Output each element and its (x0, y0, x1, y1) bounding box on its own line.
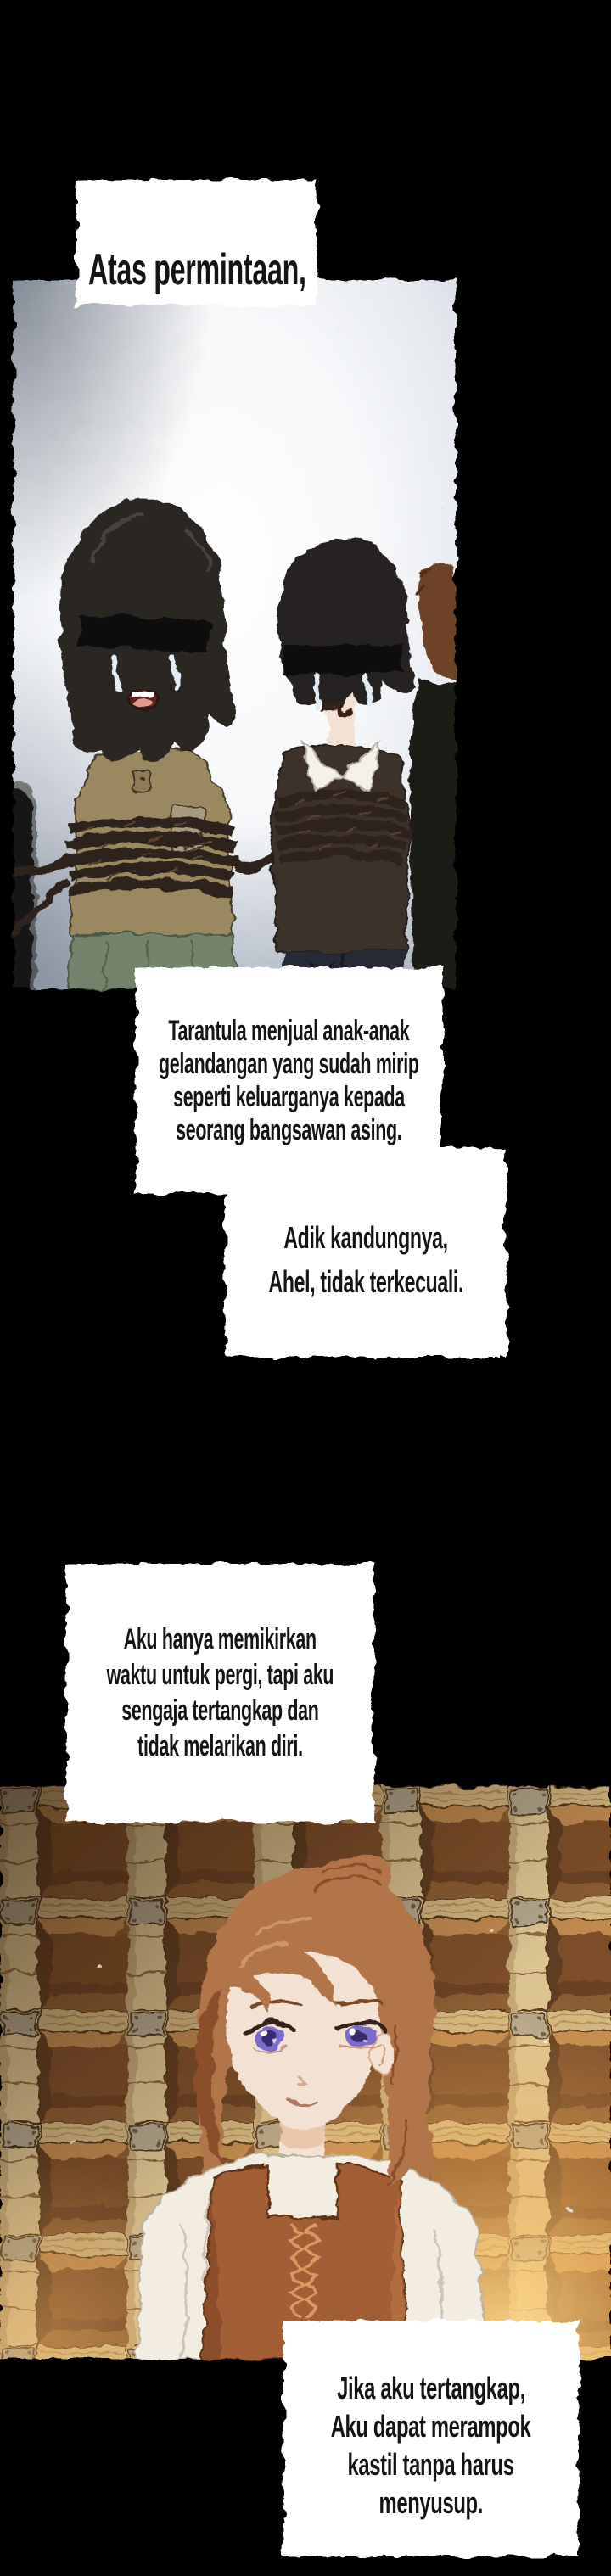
narration-line: seperti keluarganya kepada (173, 1080, 405, 1113)
narration-line: Adik kandungnya, (283, 1220, 448, 1255)
narration-box-aku-hanya (66, 1564, 373, 1822)
narration-line: Jika aku tertangkap, (337, 2371, 525, 2405)
narration-box-adik-kandungnya (225, 1147, 507, 1358)
narration-line: menyusup. (378, 2485, 484, 2520)
narration-line: seorang bangsawan asing. (176, 1113, 402, 1146)
narration-line: kastil tanpa harus (347, 2447, 515, 2482)
narration-line: gelandangan yang sudah mirip (159, 1047, 419, 1080)
narration-line: Ahel, tidak terkecuali. (268, 1264, 463, 1299)
narration-line: Tarantula menjual anak-anak (168, 1014, 410, 1047)
narration-line: Aku hanya memikirkan (123, 1623, 317, 1655)
narration-line: tidak melarikan diri. (137, 1730, 303, 1762)
panel-children-tied (14, 280, 456, 988)
boy-figure (272, 538, 414, 988)
narration-line: Atas permintaan, (88, 245, 306, 294)
narration-line: waktu untuk pergi, tapi aku (106, 1659, 334, 1691)
stranger-body (411, 677, 456, 988)
narration-box-atas-permintaan (76, 180, 317, 305)
panel-heroine-wall (0, 1786, 611, 2359)
narration-line: sengaja tertangkap dan (121, 1694, 319, 1727)
narration-box-jika-aku (283, 2321, 579, 2556)
narration-line: Aku dapat merampok (331, 2409, 531, 2444)
boy-eye-censor-bar (283, 643, 402, 676)
